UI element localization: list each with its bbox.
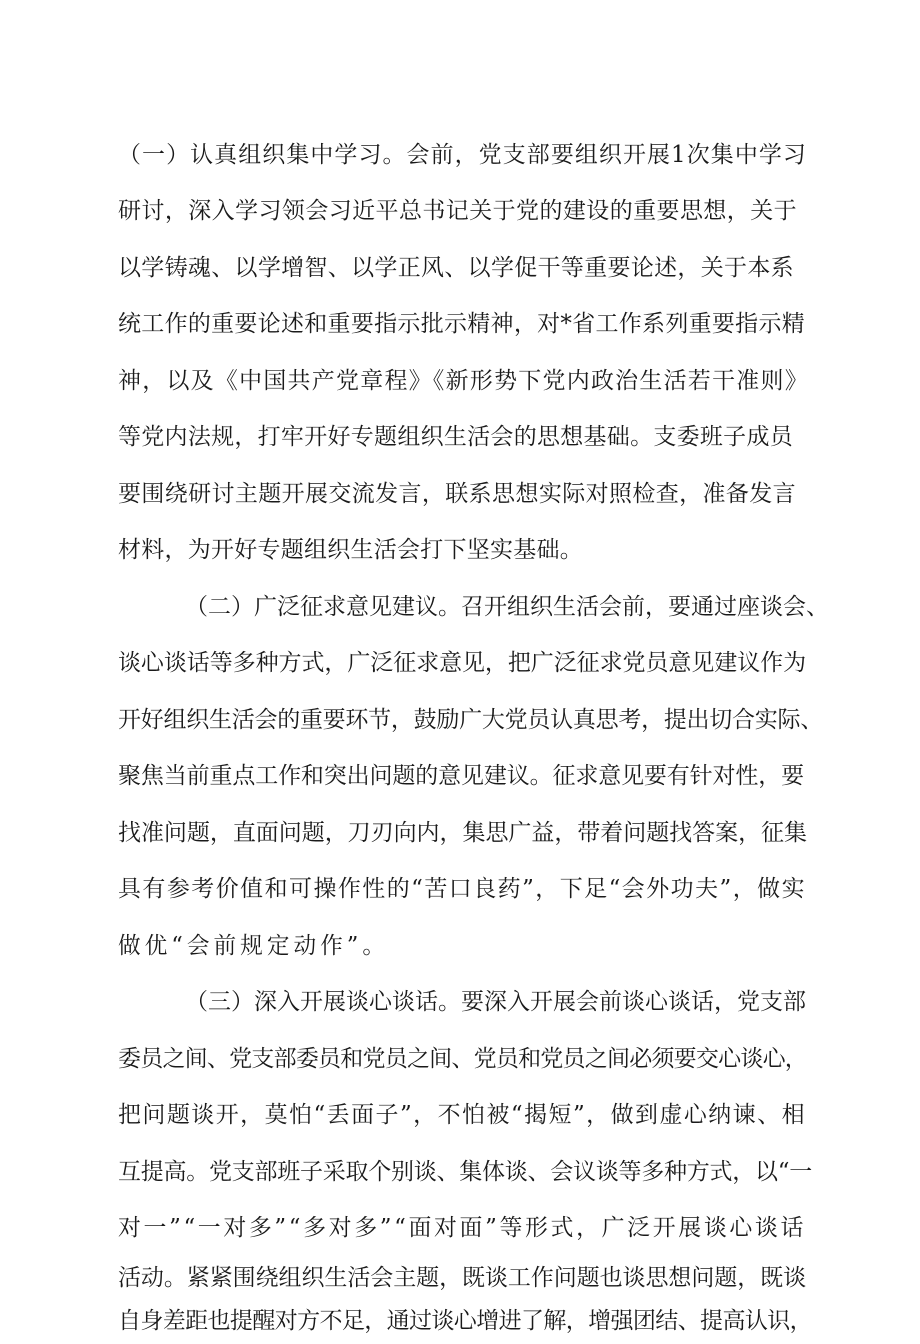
text-line-content: 做优“会前规定动作”。	[118, 933, 390, 959]
text-line-content: 开好组织生活会的重要环节，鼓励广大党员认真思考，提出切合实际、	[118, 707, 824, 733]
text-line	[118, 132, 807, 178]
text-line-content: （一）认真组织集中学习。会前，党支部要组织开展1次集中学习	[118, 142, 807, 168]
text-line-content: 互提高。党支部班子采取个别谈、集体谈、会议谈等多种方式，以“一	[118, 1159, 813, 1185]
text-line	[118, 1298, 812, 1334]
text-line-content: 聚焦当前重点工作和突出问题的意见建议。征求意见要有针对性，要	[118, 763, 805, 789]
text-line-content: 委员之间、党支部委员和党员之间、党员和党员之间必须要交心谈心，	[118, 1046, 808, 1072]
text-line	[118, 640, 806, 686]
text-line	[118, 1092, 806, 1138]
text-line-content: 找准问题，直面问题，刀刃向内，集思广益，带着问题找答案，征集	[118, 820, 807, 846]
text-line	[185, 979, 806, 1025]
text-line-content: 研讨，深入学习领会习近平总书记关于党的建设的重要思想，关于	[118, 198, 798, 224]
text-line-content: 自身差距也提醒对方不足，通过谈心增进了解，增强团结、提高认识，	[118, 1308, 812, 1334]
text-line	[118, 1255, 806, 1301]
text-line-content: 具有参考价值和可操作性的“苦口良药”，下足“会外功夫”，做实	[118, 876, 807, 902]
text-line	[118, 866, 806, 912]
text-line-content: 以学铸魂、以学增智、以学正风、以学促干等重要论述，关于本系	[118, 255, 794, 281]
text-line-content: 神，以及《中国共产党章程》《新形势下党内政治生活若干准则》	[118, 368, 809, 394]
text-line	[118, 923, 389, 969]
text-line-content: 谈心谈话等多种方式，广泛征求意见，把广泛征求党员意见建议作为	[118, 650, 807, 676]
text-line-content: 要围绕研讨主题开展交流发言，联系思想实际对照检查，准备发言	[118, 481, 796, 507]
text-line-content: 活动。紧紧围绕组织生活会主题，既谈工作问题也谈思想问题，既谈	[118, 1265, 807, 1291]
text-line-content: 统工作的重要论述和重要指示批示精神，对*省工作系列重要指示精	[118, 311, 806, 337]
text-line	[118, 697, 823, 743]
text-line	[118, 1036, 807, 1082]
text-line	[118, 527, 583, 573]
text-line-content: 把问题谈开，莫怕“丢面子”，不怕被“揭短”，做到虚心纳谏、相	[118, 1102, 807, 1128]
text-line	[118, 1149, 812, 1195]
text-line-content: 等党内法规，打牢开好专题组织生活会的思想基础。支委班子成员	[118, 424, 794, 450]
text-line	[118, 188, 797, 234]
text-line	[118, 1205, 806, 1251]
text-line	[118, 414, 793, 460]
text-line	[118, 810, 807, 856]
text-line	[118, 471, 796, 517]
text-line	[118, 301, 805, 347]
text-line-content: （三）深入开展谈心谈话。要深入开展会前谈心谈话，党支部	[185, 989, 806, 1015]
text-line-content: 材料，为开好专题组织生活会打下坚实基础。	[118, 537, 583, 563]
text-line-content: 对一”“一对多”“多对多”“面对面”等形式，广泛开展谈心谈话	[118, 1215, 807, 1241]
text-line	[118, 753, 804, 799]
text-line-content: （二）广泛征求意见建议。召开组织生活会前，要通过座谈会、	[185, 594, 829, 620]
text-line	[185, 584, 829, 630]
text-line	[118, 358, 809, 404]
text-line	[118, 245, 794, 291]
